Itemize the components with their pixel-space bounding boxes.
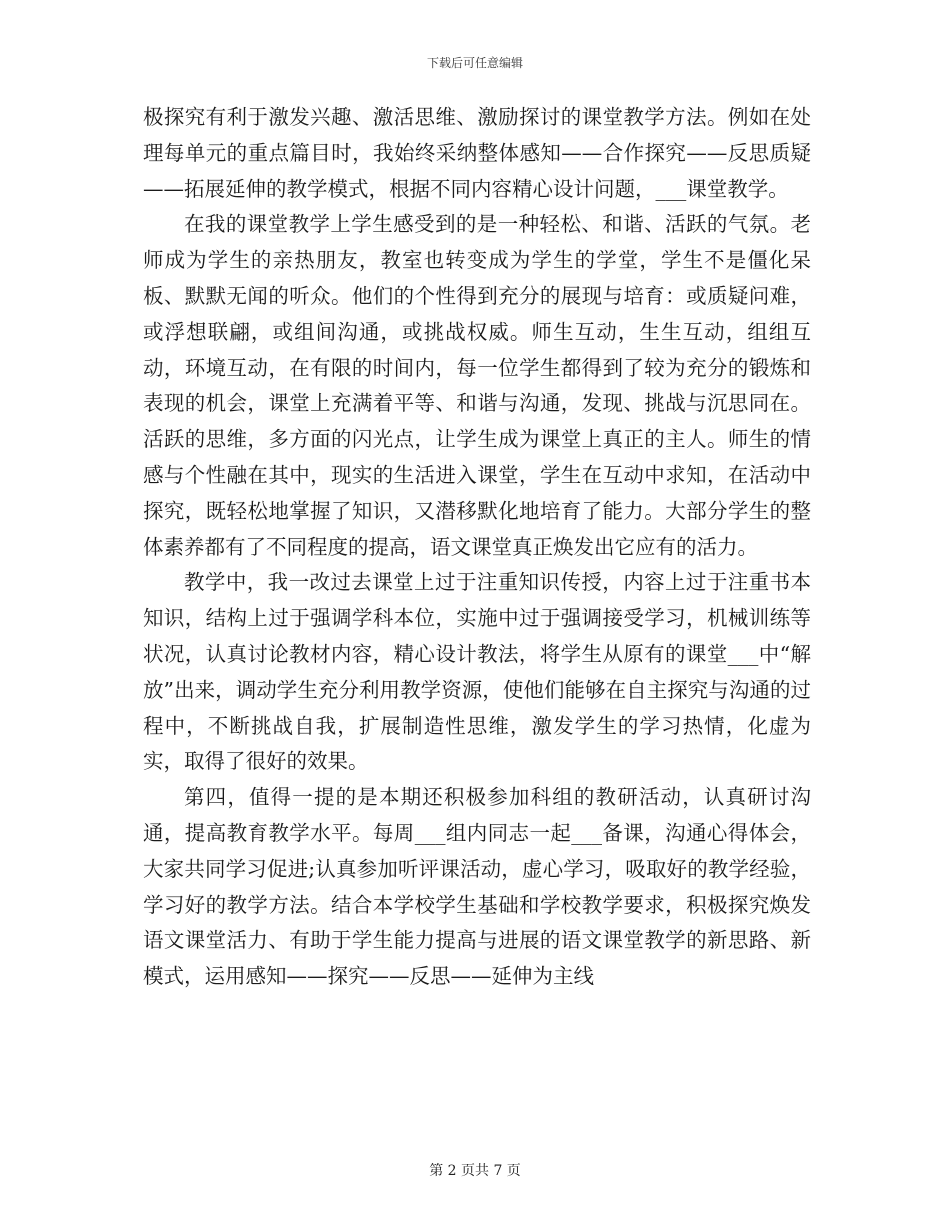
paragraph-2: 在我的课堂教学上学生感受到的是一种轻松、和谐、活跃的气氛。老师成为学生的亲热朋友，教室也转变成为学生的学堂，学生不是僵化呆板、默默无闻的听众。他们的个性得到充分的展现与培育：或质疑问难，或浮想联翩，或组间沟通，或挑战权威。师生互动，生生互动，组组互动，环境互动，在有限的时间内，每一位学生都得到了较为充分的锻炼和表现的机会，课堂上充满着平等、和谐与沟通，发现、挑战与沉思同在。活跃的思维，多方面的闪光点，让学生成为课堂上真正的主人。师生的情感与个性融在其中，现实的生活进入课堂，学生在互动中求知，在活动中探究，既轻松地掌握了知识，又潜移默化地培育了能力。大部分学生的整体素养都有了不同程度的提高，语文课堂真正焕发出它应有的活力。 — [143, 212, 811, 559]
paragraph-4: 第四，值得一提的是本期还积极参加科组的教研活动，认真研讨沟通，提高教育教学水平。每周___组内同志一起___备课，沟通心得体会，大家共同学习促进;认真参加听评课活动，虚心学习，吸取好的教学经验，学习好的教学方法。结合本学校学生基础和学校教学要求，积极探究焕发语文课堂活力、有助于学生能力提高与进展的语文课堂教学的新思路、新模式，运用感知——探究——反思——延伸为主线 — [143, 785, 811, 989]
document-body — [143, 100, 811, 995]
page-header: 下载后可任意编辑 — [426, 56, 523, 70]
paragraph-1: 极探究有利于激发兴趣、激活思维、激励探讨的课堂教学方法。例如在处理每单元的重点篇目时，我始终采纳整体感知——合作探究——反思质疑——拓展延伸的教学模式，根据不同内容精心设计问题，___课堂教学。 — [143, 105, 811, 201]
page-number-footer: 第 2 页共 7 页 — [429, 1163, 521, 1179]
paragraph-3: 教学中，我一改过去课堂上过于注重知识传授，内容上过于注重书本知识，结构上过于强调学科本位，实施中过于强调接受学习，机械训练等状况，认真讨论教材内容，精心设计教法，将学生从原有的课堂___中“解放”出来，调动学生充分利用教学资源，使他们能够在自主探究与沟通的过程中，不断挑战自我，扩展制造性思维，激发学生的学习热情，化虚为实，取得了很好的效果。 — [143, 570, 811, 774]
